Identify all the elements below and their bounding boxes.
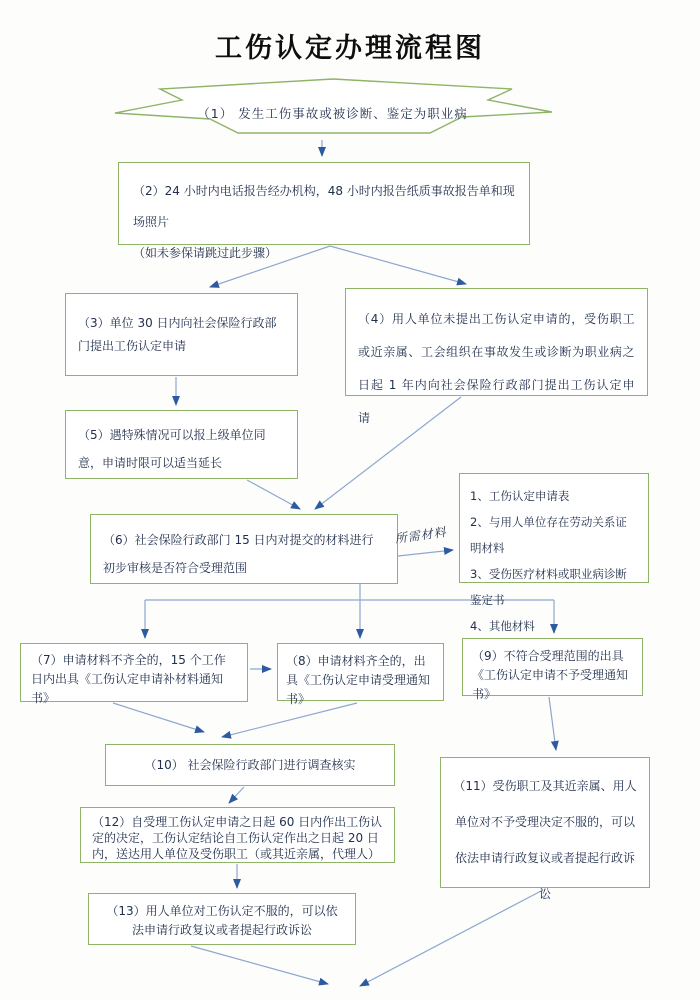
step-8-label: （8）申请材料齐全的，出具《工伤认定申请受理通知书》 bbox=[286, 654, 431, 706]
step-6-node bbox=[90, 514, 398, 584]
step-2-line1: （2）24 小时内电话报告经办机构，48 小时内报告纸质事故报告单和现场照片 bbox=[133, 184, 515, 229]
step-3-label: （3）单位 30 日内向社会保险行政部门提出工伤认定申请 bbox=[78, 316, 277, 353]
step-10-label: （10） 社会保险行政部门进行调查核实 bbox=[144, 758, 356, 772]
step-1-node bbox=[130, 104, 535, 122]
step-9-node bbox=[462, 638, 643, 701]
step-7-label: （7）申请材料不齐全的，15 个工作日内出具《工伤认定申请补材料通知书》 bbox=[31, 653, 226, 705]
step-11-node bbox=[440, 757, 650, 901]
materials-arrow-label: 所需材料 bbox=[393, 524, 448, 547]
step-4-node bbox=[345, 288, 648, 425]
step-6-label: （6）社会保险行政部门 15 日内对提交的材料进行初步审核是否符合受理范围 bbox=[103, 533, 374, 575]
materials-item-2: 2、与用人单位存在劳动关系证明材料 bbox=[470, 515, 627, 555]
step-13-label: （13）用人单位对工伤认定不服的，可以依法申请行政复议或者提起行政诉讼 bbox=[106, 904, 338, 937]
step-4-label: （4）用人单位未提出工伤认定申请的，受伤职工或近亲属、工会组织在事故发生或诊断为职业病之日起 1 年内向社会保险行政部门提出工伤认定申请 bbox=[358, 312, 635, 425]
step-7-node bbox=[20, 643, 248, 705]
step-2-line2: （如未参保请跳过此步骤） bbox=[133, 246, 278, 260]
materials-list-node bbox=[459, 473, 649, 633]
materials-item-3: 3、受伤医疗材料或职业病诊断鉴定书 bbox=[470, 567, 627, 607]
step-1-label: （1） 发生工伤事故或被诊断、鉴定为职业病 bbox=[197, 106, 468, 121]
step-11-label: （11）受伤职工及其近亲属、用人单位对不予受理决定不服的，可以依法申请行政复议或者提起行政诉讼 bbox=[453, 779, 637, 901]
step-2-node bbox=[118, 162, 530, 260]
step-5-label: （5）遇特殊情况可以报上级单位同意，申请时限可以适当延长 bbox=[78, 428, 266, 470]
step-10-node bbox=[105, 744, 395, 786]
materials-item-4: 4、其他材料 bbox=[470, 619, 535, 633]
step-12-node bbox=[80, 807, 395, 863]
step-3-node bbox=[65, 293, 298, 376]
materials-item-1: 1、工伤认定申请表 bbox=[470, 489, 570, 503]
step-8-node bbox=[277, 643, 444, 706]
step-9-label: （9）不符合受理范围的出具《工伤认定申请不予受理通知书》 bbox=[472, 649, 629, 701]
step-13-node bbox=[88, 893, 356, 945]
page-title: 工伤认定办理流程图 bbox=[215, 33, 485, 64]
step-12-label: （12）自受理工伤认定申请之日起 60 日内作出工伤认定的决定，工伤认定结论自工伤认定作出之日起 20 日内，送达用人单位及受伤职工（或其近亲属，代理人） bbox=[92, 815, 383, 861]
step-5-node bbox=[65, 410, 298, 479]
